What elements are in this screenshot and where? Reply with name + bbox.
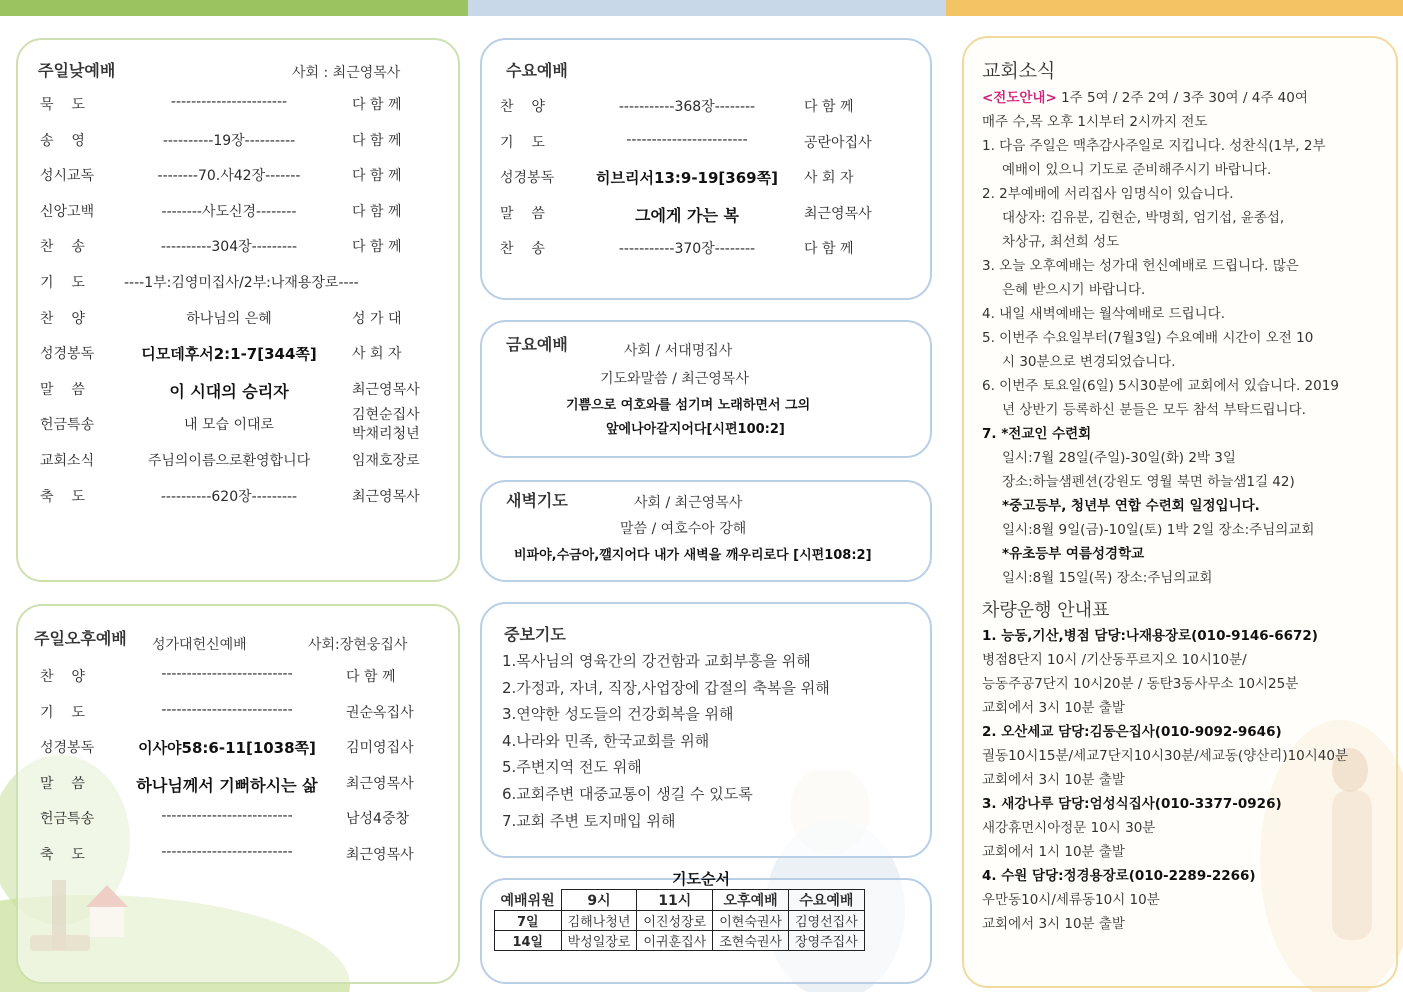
news-line: 년 상반기 등록하신 분들은 모두 참석 부탁드립니다.	[1002, 402, 1306, 418]
panel-title: 중보기도	[504, 625, 566, 644]
program-row	[18, 844, 458, 868]
vehicle-line: 3. 새강나루 담당:엄성식집사(010-3377-0926)	[982, 796, 1282, 812]
vehicle-line: 능동주공7단지 10시20분 / 동탄3동사무소 10시25분	[982, 676, 1299, 692]
top-bar-orange	[946, 0, 1403, 16]
row-content: -----------------------	[170, 94, 288, 110]
row-content: --------70.사42장-------	[157, 168, 301, 185]
program-row	[18, 808, 458, 832]
row-content: ----1부:김영미집사/2부:나재용장로----	[124, 275, 359, 291]
row-label: 신앙고백	[40, 203, 95, 220]
table-header-row	[495, 890, 865, 911]
news-line: 시 30분으로 변경되었습니다.	[1002, 354, 1176, 370]
row-content: 히브리서13:9-19[369쪽]	[596, 169, 778, 187]
program-row	[18, 450, 458, 474]
prayer-order-table	[494, 889, 865, 951]
friday-host: 사회 / 서대명집사	[624, 343, 733, 359]
row-content: 그에게 가는 복	[635, 205, 739, 225]
vehicle-line: 4. 수원 담당:정경용장로(010-2289-2266)	[982, 868, 1256, 884]
table-cell: 이귀훈집사	[637, 931, 713, 951]
row-label: 말 씀	[40, 381, 85, 398]
table-cell: 이진성장로	[637, 911, 713, 931]
table-header-cell: 예배위원	[500, 892, 555, 909]
news-line: 1. 다음 주일은 맥추감사주일로 지킵니다. 성찬식(1부, 2부	[982, 138, 1326, 154]
row-label: 말 씀	[500, 205, 545, 222]
table-cell: 7일	[495, 911, 562, 931]
row-content: ----------304장---------	[160, 239, 298, 256]
vehicle-line: 궐동10시15분/세교7단지10시30분/세교동(양산리)10시40분	[982, 748, 1349, 764]
news-line: 6. 이번주 토요일(6일) 5시30분에 교회에서 있습니다. 2019	[982, 378, 1339, 394]
vehicle-line: 우만동10시/세류동10시 10분	[982, 892, 1160, 908]
table-cell: 김영선집사	[789, 911, 865, 931]
row-label: 성경봉독	[40, 740, 95, 756]
program-row	[18, 165, 458, 189]
panel-title: 주일낮예배	[38, 61, 116, 80]
panel-title: 금요예배	[506, 335, 568, 354]
table-header-cell: 9시	[561, 890, 637, 911]
table-row	[495, 931, 865, 951]
news-line: 3. 오늘 오후예배는 성가대 헌신예배로 드립니다. 많은	[982, 258, 1299, 274]
friday-panel	[480, 320, 932, 458]
row-leader-second: 박채리청년	[352, 426, 420, 443]
list-item: 4.나라와 민족, 한국교회를 위해	[502, 731, 710, 750]
row-content: 주님의이름으로환영합니다	[147, 453, 311, 469]
list-item: 1.목사님의 영육간의 강건함과 교회부흥을 위해	[502, 652, 811, 670]
row-leader: 다 함 께	[346, 669, 396, 685]
list-item: 2.가정과, 자녀, 직장,사업장에 갑절의 축복을 위해	[502, 678, 830, 697]
row-label: 찬 양	[40, 310, 85, 327]
news-line: *유초등부 여름성경학교	[1002, 546, 1145, 562]
evangelism-time: 매주 수,목 오후 1시부터 2시까지 전도	[982, 114, 1208, 130]
news-line: 예배이 있으니 기도로 준비해주시기 바랍니다.	[1002, 162, 1272, 178]
row-leader: 사 회 자	[804, 170, 854, 186]
program-row	[18, 236, 458, 260]
evangelism-tag: <전도안내>	[982, 90, 1057, 106]
row-label: 성경봉독	[500, 170, 555, 186]
program-row	[18, 486, 458, 510]
row-content: 이 시대의 승리자	[169, 381, 289, 401]
row-leader: 성 가 대	[352, 310, 402, 327]
news-line: 대상자: 김유분, 김현순, 박명희, 엄기섭, 윤종섭,	[1002, 210, 1285, 226]
program-row	[18, 702, 458, 726]
row-label: 헌금특송	[40, 811, 95, 827]
row-leader: 최근영목사	[352, 488, 420, 505]
program-row	[482, 203, 930, 227]
row-label: 축 도	[40, 488, 85, 505]
row-content: 하나님께서 기뻐하시는 삶	[136, 775, 318, 795]
row-content: ------------------------	[626, 131, 748, 148]
row-leader: 최근영목사	[352, 381, 420, 398]
intercession-panel	[480, 602, 932, 858]
table-cell: 박성일장로	[561, 931, 637, 951]
row-label: 기 도	[40, 704, 85, 721]
vehicle-line: 교회에서 3시 10분 출발	[982, 916, 1125, 932]
news-title: 교회소식	[982, 60, 1056, 82]
program-row	[18, 407, 458, 443]
row-leader: 최근영목사	[804, 205, 872, 222]
program-row	[18, 308, 458, 332]
program-row	[18, 272, 458, 296]
vehicle-line: 교회에서 3시 10분 출발	[982, 700, 1125, 716]
program-row	[18, 666, 458, 690]
row-label: 기 도	[500, 134, 545, 151]
news-body	[982, 86, 1362, 590]
news-line: 차상규, 최선희 성도	[1002, 234, 1120, 250]
vehicle-line: 1. 능동,기산,병점 담당:나재용장로(010-9146-6672)	[982, 628, 1318, 644]
news-line: *중고등부, 청년부 연합 수련회 일정입니다.	[1002, 498, 1260, 514]
row-leader: 사 회 자	[352, 346, 402, 363]
news-line: 5. 이번주 수요일부터(7월3일) 수요예배 시간이 오전 10	[982, 330, 1314, 346]
row-content: -----------370장--------	[618, 241, 756, 257]
row-label: 말 씀	[40, 775, 85, 792]
row-content: ----------19장----------	[162, 132, 296, 149]
program-row	[18, 379, 458, 403]
vehicle-line: 교회에서 1시 10분 출발	[982, 844, 1125, 860]
program-row	[18, 94, 458, 118]
panel-subtitle: 성가대헌신예배	[152, 637, 247, 653]
row-leader: 공란아집사	[804, 134, 872, 151]
table-header-cell: 수요예배	[789, 890, 865, 911]
row-leader: 최근영목사	[346, 846, 414, 863]
table-cell: 14일	[495, 931, 562, 951]
row-label: 묵 도	[40, 97, 85, 113]
program-row	[18, 343, 458, 367]
top-bar-green	[0, 0, 468, 16]
news-line: 은혜 받으시기 바랍니다.	[1002, 282, 1146, 298]
program-row	[18, 737, 458, 761]
row-leader: 김미영집사	[346, 740, 414, 756]
vehicle-line: 교회에서 3시 10분 출발	[982, 772, 1125, 788]
news-line: 일시:8월 9일(금)-10일(토) 1박 2일 장소:주님의교회	[1002, 522, 1315, 538]
program-row	[18, 130, 458, 154]
host-label: 사회 : 최근영목사	[292, 65, 401, 81]
row-label: 헌금특송	[40, 417, 95, 434]
list-item: 6.교회주변 대중교통이 생길 수 있도록	[502, 785, 753, 803]
vehicle-line: 병점8단지 10시 /기산동푸르지오 10시10분/	[982, 652, 1247, 668]
news-line: 일시:7월 28일(주일)-30일(화) 2박 3일	[1002, 450, 1236, 466]
evangelism-line	[982, 86, 1362, 110]
news-line: 4. 내일 새벽예배는 월삭예배로 드립니다.	[982, 306, 1225, 322]
prayer-order-title: 기도순서	[672, 870, 730, 888]
dawn-verse: 비파야,수금아,깰지어다 내가 새벽을 깨우리로다 [시편108:2]	[514, 548, 872, 563]
row-leader: 권순옥집사	[346, 704, 414, 721]
sunday-morning-panel	[16, 38, 460, 582]
row-leader: 다 함 께	[804, 241, 854, 257]
row-content: ----------620장---------	[160, 488, 298, 505]
row-leader: 다 함 께	[352, 203, 402, 220]
row-content: 이사야58:6-11[1038쪽]	[138, 739, 316, 757]
row-content: 하나님의 은혜	[186, 310, 272, 327]
row-label: 기 도	[40, 275, 85, 291]
list-item: 7.교회 주변 토지매입 위해	[502, 811, 676, 830]
row-content: --------사도신경--------	[161, 203, 297, 220]
table-row	[495, 911, 865, 931]
top-bar-blue	[468, 0, 946, 16]
program-row	[482, 167, 930, 191]
sunday-afternoon-panel	[16, 604, 460, 984]
table-cell: 김해나청년	[561, 911, 637, 931]
news-line: 일시:8월 15일(목) 장소:주님의교회	[1002, 570, 1213, 586]
list-item: 3.연약한 성도들의 건강회복을 위해	[502, 705, 734, 724]
program-row	[482, 132, 930, 156]
row-label: 성시교독	[40, 168, 95, 185]
row-label: 성경봉독	[40, 346, 95, 363]
row-content: --------------------------	[161, 843, 293, 860]
vehicle-line: 새강휴먼시아정문 10시 30분	[982, 820, 1156, 836]
row-content: 내 모습 이대로	[183, 417, 275, 434]
row-label: 송 영	[40, 132, 85, 149]
news-line: 2. 2부예배에 서리집사 임명식이 있습니다.	[982, 186, 1234, 202]
row-leader: 김현순집사	[352, 407, 420, 424]
friday-preacher: 기도와말씀 / 최근영목사	[600, 371, 749, 387]
program-row	[482, 238, 930, 262]
news-line: 7. *전교인 수련회	[982, 426, 1092, 442]
row-label: 찬 송	[500, 241, 545, 257]
table-cell: 장영주집사	[789, 931, 865, 951]
table-cell: 조현숙권사	[713, 931, 789, 951]
panel-title: 새벽기도	[506, 491, 568, 510]
dawn-sermon: 말씀 / 여호수아 강해	[620, 521, 747, 537]
row-leader: 최근영목사	[346, 775, 414, 792]
row-content: -----------368장--------	[618, 99, 756, 115]
program-row	[482, 96, 930, 120]
row-label: 찬 송	[40, 239, 85, 256]
row-content: --------------------------	[161, 666, 293, 682]
program-row	[18, 773, 458, 797]
row-label: 찬 양	[500, 99, 545, 115]
panel-title: 수요예배	[506, 61, 568, 80]
wednesday-panel	[480, 38, 932, 300]
row-label: 축 도	[40, 846, 85, 863]
program-row	[18, 201, 458, 225]
row-leader: 남성4중창	[346, 811, 410, 827]
list-item: 5.주변지역 전도 위해	[502, 758, 642, 777]
row-leader: 다 함 께	[352, 168, 402, 185]
table-header-cell: 11시	[637, 890, 713, 911]
table-header-cell: 오후예배	[713, 890, 789, 911]
row-content: --------------------------	[161, 808, 293, 824]
vehicle-line: 2. 오산세교 담당:김동은집사(010-9092-9646)	[982, 724, 1282, 740]
row-leader: 다 함 께	[352, 97, 402, 113]
row-content: 디모데후서2:1-7[344쪽]	[141, 345, 317, 364]
panel-title: 주일오후예배	[34, 629, 127, 648]
vehicle-body	[982, 624, 1362, 936]
evangelism-counts: 1주 5여 / 2주 2여 / 3주 30여 / 4주 40여	[1056, 90, 1308, 106]
row-leader: 임재호장로	[352, 453, 420, 469]
table-cell: 이현숙권사	[713, 911, 789, 931]
row-label: 교회소식	[40, 453, 95, 469]
row-leader: 다 함 께	[352, 239, 402, 256]
row-label: 찬 양	[40, 669, 85, 685]
vehicle-title: 차량운행 안내표	[982, 600, 1110, 621]
row-leader: 다 함 께	[804, 99, 854, 115]
dawn-host: 사회 / 최근영목사	[634, 495, 743, 511]
row-leader: 다 함 께	[352, 132, 402, 149]
row-content: --------------------------	[161, 701, 293, 718]
friday-verse-1: 기쁨으로 여호와를 섬기며 노래하면서 그의	[566, 398, 811, 413]
host-label: 사회:장현웅집사	[308, 637, 408, 653]
friday-verse-2: 앞에나아갈지어다[시편100:2]	[606, 422, 785, 437]
dawn-prayer-panel	[480, 480, 932, 582]
news-line: 장소:하늘샘펜션(강원도 영월 북면 하늘샘1길 42)	[1002, 474, 1295, 490]
